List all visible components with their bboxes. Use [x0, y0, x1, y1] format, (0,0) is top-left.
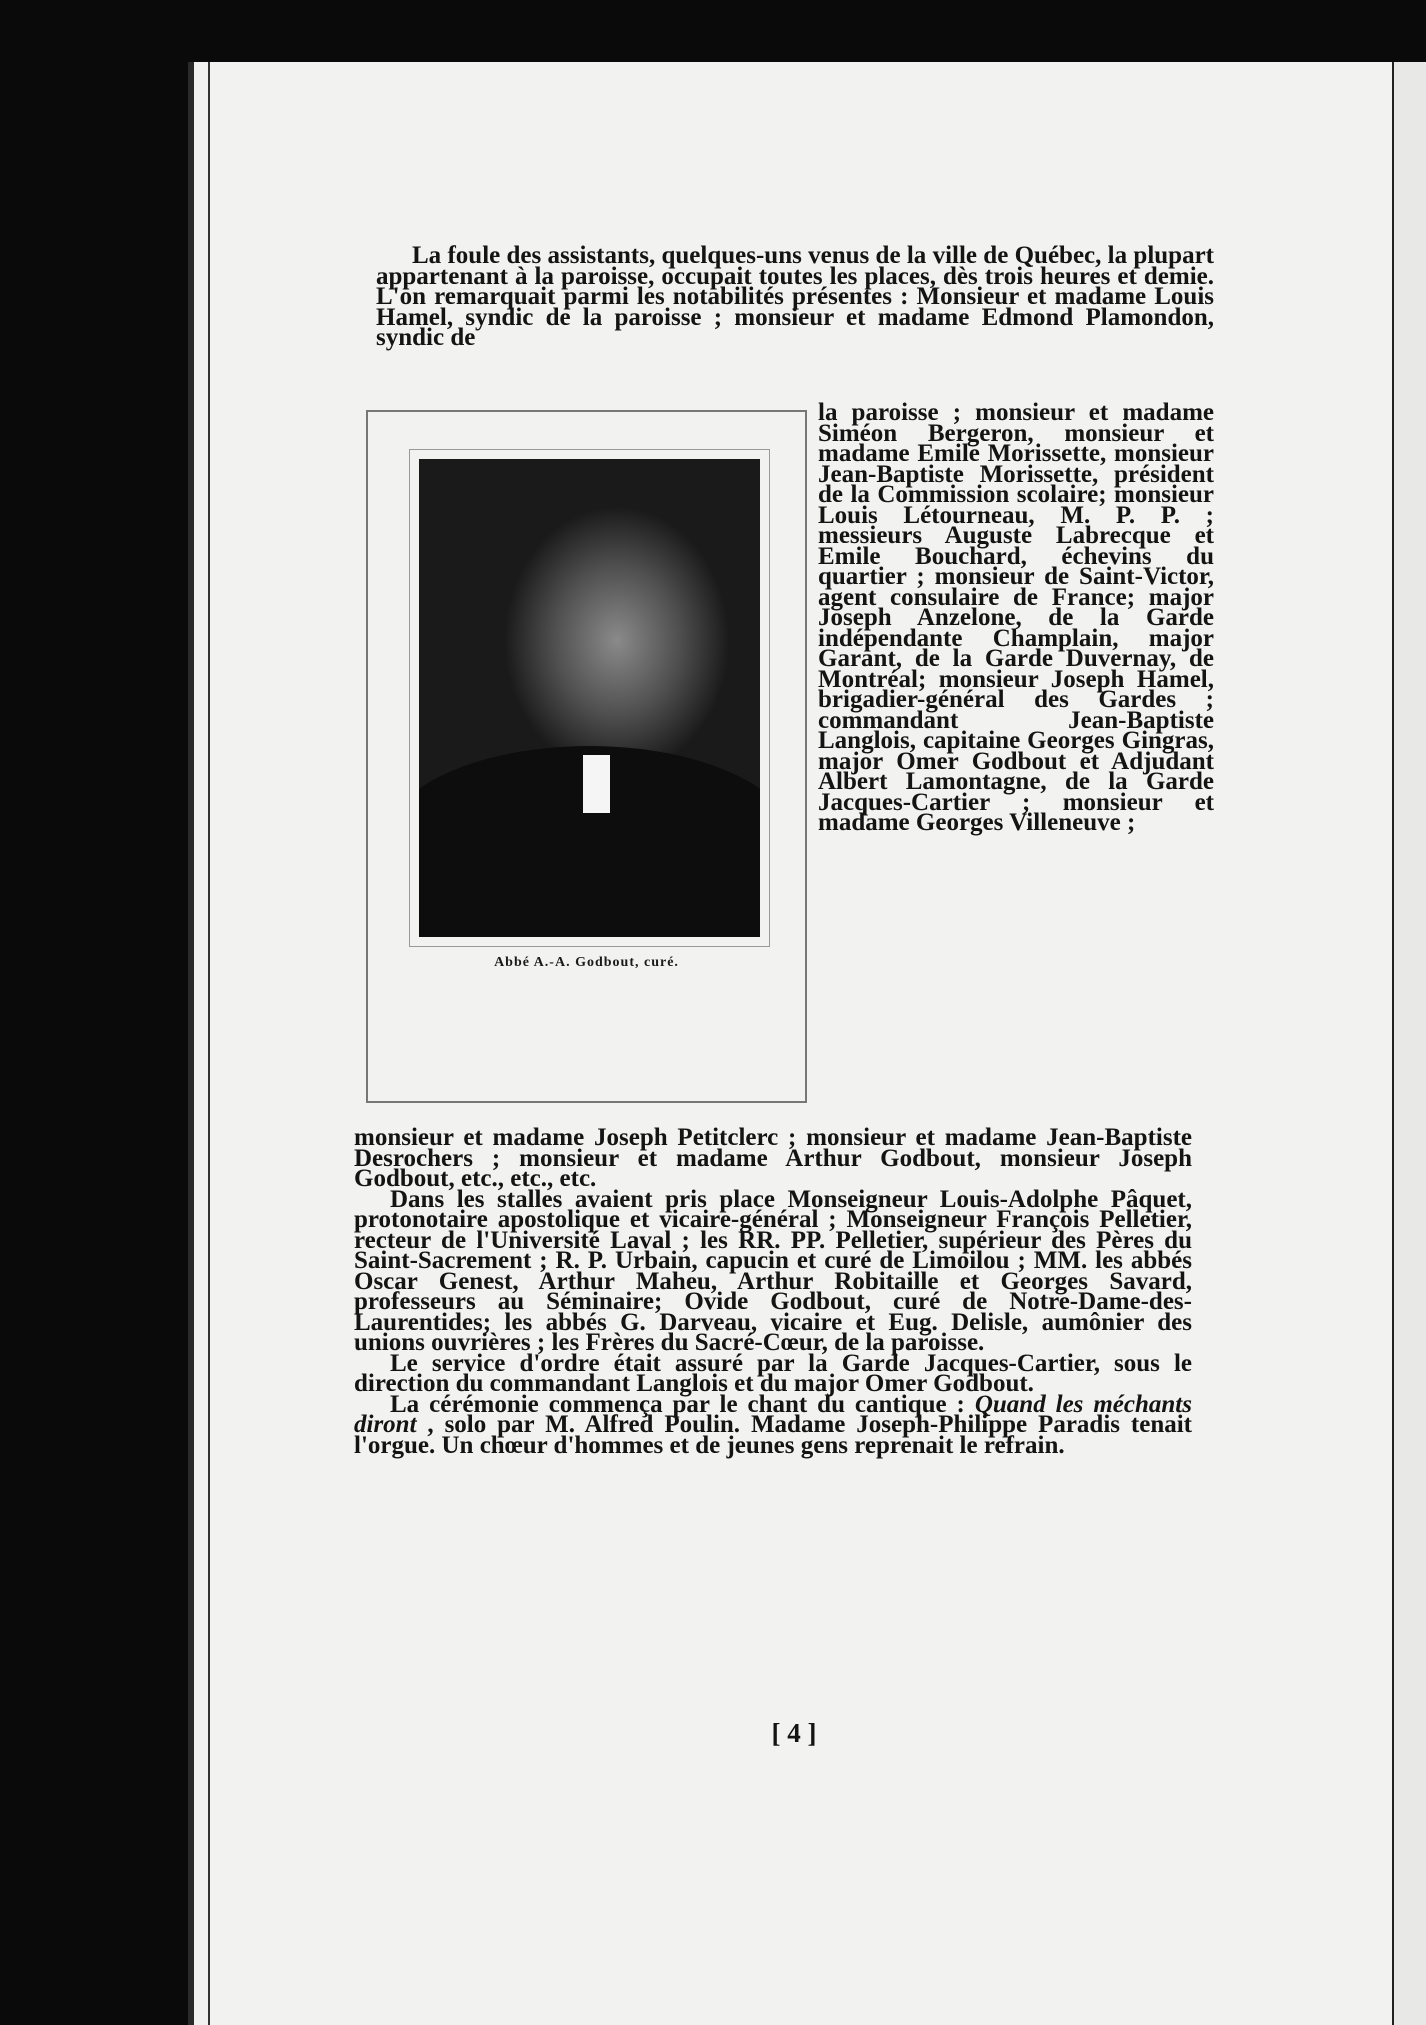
paragraph-2: Dans les stalles avaient pris place Monseigneur Louis-Adolphe Pâquet, protonotaire apostolique et vicaire-général ; Monseigneur François Pelletier, recteur de l'Université Laval ; les RR. PP. Pelletier, supérieur des Pères du Saint-Sacrement ; R. P. Urbain, capucin et curé de Limoilou ; MM. les abbés Oscar Genest, Arthur Maheu, Arthur Robitaille et Georges Savard, professeurs au Séminaire; Ovide Godbout, curé de Notre-Dame-des-Laurentides; les abbés G. Darveau, vicaire et Eug. Delisle, aumônier des unions ouvrières ; les Frères du Sacré-Cœur, de la paroisse.	[354, 1185, 1192, 1356]
portrait-collar	[583, 755, 610, 812]
paragraph-3: Le service d'ordre était assuré par la Garde Jacques-Cartier, sous le direction du commandant Langlois et du major Omer Godbout.	[354, 1349, 1192, 1397]
portrait-frame	[409, 449, 770, 947]
page-gutter-line	[208, 62, 210, 2025]
page-number: [ 4 ]	[771, 1718, 817, 1748]
paragraph-1-bottom-text: monsieur et madame Joseph Petitclerc ; monsieur et madame Jean-Baptiste Desrochers ; monsieur et madame Arthur Godbout, monsieur Joseph Godbout, etc., etc., etc.	[354, 1124, 1192, 1192]
paragraph-4-end: , solo par M. Alfred Poulin. Madame Joseph-Philippe Paradis tenait l'orgue. Un chœur d'hommes et de jeunes gens reprenait le refrain.	[354, 1411, 1192, 1459]
paragraph-1-side	[818, 399, 1214, 836]
paragraph-1-side-text: la paroisse ; monsieur et madame Siméon Bergeron, monsieur et madame Emile Morissette, monsieur Jean-Baptiste Morissette, président de la Commission scolaire; monsieur Louis Létourneau, M. P. P. ; messieurs Auguste Labrecque et Emile Bouchard, échevins du quartier ; monsieur de Saint-Victor, agent consulaire de France; major Joseph Anzelone, de la Garde indépendante Champlain, major Garant, de la Garde Duvernay, de Montréal; monsieur Joseph Hamel, brigadier-général des Gardes ; commandant Jean-Baptiste Langlois, capitaine Georges Gingras, major Omer Godbout et Adjudant Albert Lamontagne, de la Garde Jacques-Cartier ; monsieur et madame Georges Villeneuve ;	[818, 399, 1214, 836]
paragraph-4	[354, 1390, 1192, 1459]
next-page-edge	[1392, 62, 1426, 2025]
portrait-figure	[366, 410, 807, 1103]
body-text-lower	[354, 1124, 1192, 1459]
paragraph-1-top-text: La foule des assistants, quelques-uns venus de la ville de Québec, la plupart appartenant à la paroisse, occupait toutes les places, dès trois heures et demie. L'on remarquait parmi les notabilités présentes : Monsieur et madame Louis Hamel, syndic de la paroisse ; monsieur et madame Edmond Plamondon, syndic de	[376, 242, 1214, 351]
portrait-photo	[419, 459, 760, 937]
paragraph-1-top	[376, 242, 1214, 351]
portrait-caption: Abbé A.-A. Godbout, curé.	[494, 955, 679, 970]
hymn-title: Quand les méchants diront	[354, 1390, 1192, 1438]
document-page	[188, 62, 1426, 2025]
paragraph-4-start: La cérémonie commença par le chant du cantique :	[390, 1390, 975, 1418]
